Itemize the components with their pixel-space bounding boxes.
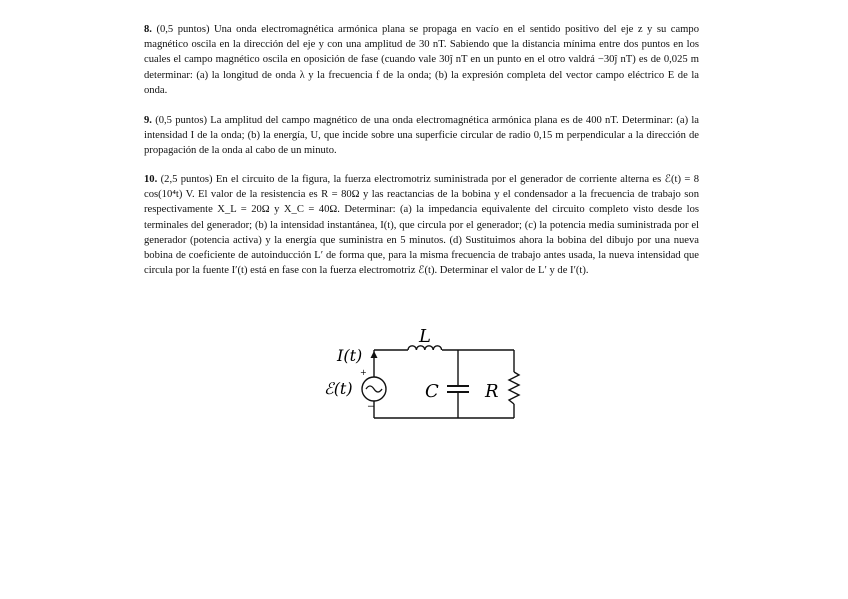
circuit-diagram (324, 320, 530, 420)
resistor-icon (509, 372, 519, 404)
label-plus: + (360, 368, 367, 377)
problem-text: (0,5 puntos) La amplitud del campo magnético de una onda electromagnética armónica plana es de 400 nT. Determinar: (a) la intensidad I de la onda; (b) la energía, U, que incide sobre una superficie circular de radio 0,15 m perpendicular a la dirección de propagación de la onda al cabo de un minuto. (144, 115, 699, 157)
problem-10 (144, 172, 699, 278)
problem-text: (0,5 puntos) Una onda electromagnética armónica plana se propaga en vacío en el sentido positivo del eje z y su campo magnético oscila en la dirección del eje y con una amplitud de 30 nT. Sabiendo que la distancia mínima entre dos puntos en los cuales el campo magnético oscila en oposición de fase (cuando vale 30ĵ nT en un punto en el otro valdrá −30ĵ nT) es de 0,025 m determinar: (a) la longitud de onda λ y la frecuencia f de la onda; (b) la expresión completa del vector campo eléctrico E de la onda. (144, 24, 699, 96)
problem-9 (144, 113, 699, 159)
problem-number: 9. (144, 115, 152, 126)
label-L: L (419, 326, 431, 347)
label-minus: − (367, 402, 375, 412)
current-arrow-icon (371, 351, 378, 358)
label-R: R (485, 381, 499, 402)
problem-8 (144, 22, 699, 98)
ac-source-icon (362, 377, 386, 401)
problem-number: 8. (144, 24, 152, 35)
label-C: C (425, 381, 439, 402)
label-current: I(t) (337, 346, 363, 365)
problem-text: (2,5 puntos) En el circuito de la figura, la fuerza electromotriz suministrada por el generador de corriente alterna es ℰ(t) = 8 cos(10⁴t) V. El valor de la resistencia es R = 80Ω y las reactancias de la bobina y el condensador a la frecuencia de trabajo son respectivamente X_L = 20Ω y X_C = 40Ω. Determinar: (a) la impedancia equivalente del circuito completo visto desde los terminales del generador; (b) la intensidad instantánea, I(t), que circula por el generador; (c) la potencia media suministrada por el generador (potencia activa) y la energía que suministra en 5 minutos. (d) Sustituimos ahora la bobina del dibujo por una nueva bobina de coeficiente de autoinducción L′ de forma que, para la misma frecuencia de trabajo antes usada, la nueva intensidad que circula por la fuente I′(t) está en fase con la fuerza electromotriz ℰ(t). Determinar el valor de L′ y de I′(t). (144, 174, 699, 277)
label-emf: ℰ(t) (324, 379, 353, 398)
problem-number: 10. (144, 174, 158, 185)
capacitor-icon (447, 386, 469, 392)
